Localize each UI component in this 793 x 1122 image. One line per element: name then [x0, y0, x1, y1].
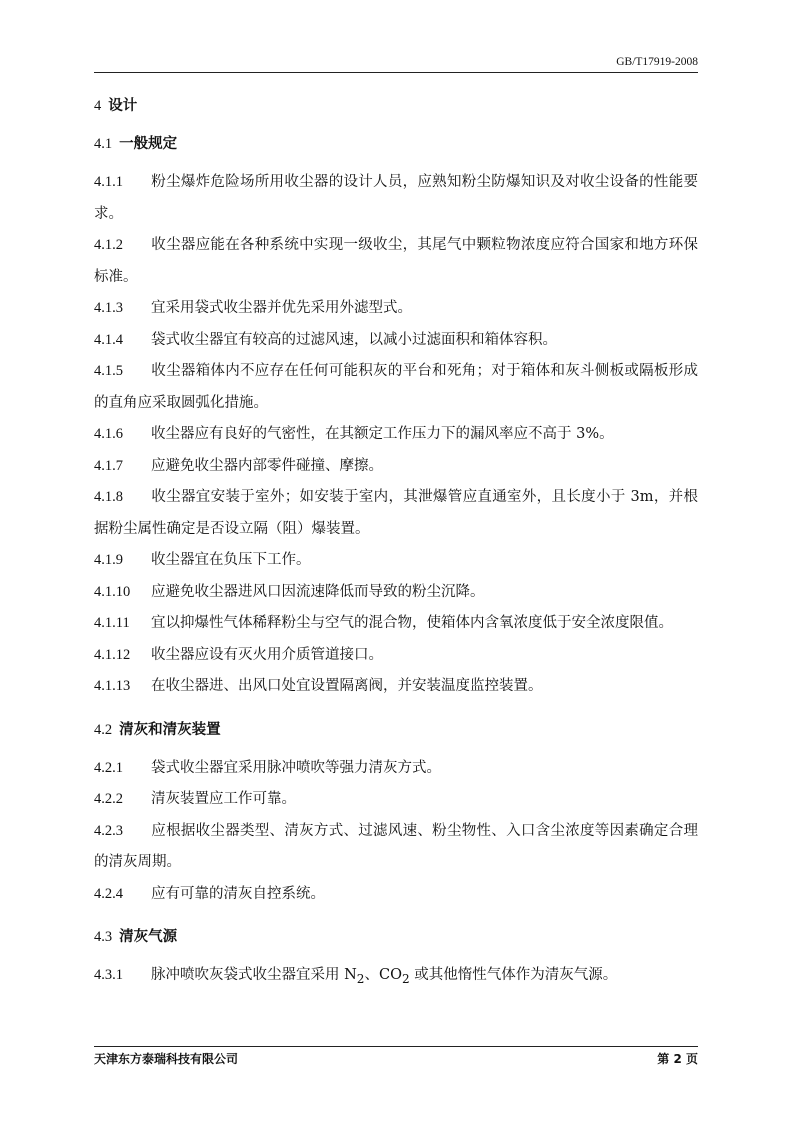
clause-4-3-1: 4.3.1 脉冲喷吹灰袋式收尘器宜采用 $N_2$、$CO_2$ 或其他惰性气体作为清灰气源。: [94, 967, 618, 986]
section-heading-4-1: 4.1 一般规定: [94, 136, 178, 152]
footer-company: 天津东方泰瑞科技有限公司: [94, 1052, 239, 1066]
clause-4-1-6: 4.1.6 收尘器应有良好的气密性，在其额定工作压力下的漏风率应不高于 3%。: [94, 426, 614, 442]
clause-4-1-7: 4.1.7 应避免收尘器内部零件碰撞、摩擦。: [94, 457, 383, 474]
clause-4-2-3: 4.2.3 应根据收尘器类型、清灰方式、过滤风速、粉尘物性、入口含尘浓度等因素确定合理的清灰周期。: [94, 822, 698, 870]
clause-4-1-10: 4.1.10 应避免收尘器进风口因流速降低而导致的粉尘沉降。: [94, 583, 485, 600]
section-heading-4: 4 设计: [94, 98, 138, 114]
subscript-2: 2: [356, 971, 365, 986]
header-rule: [94, 72, 698, 73]
footer-page-number: 第 2 页: [657, 1052, 698, 1066]
subscript-2: 2: [401, 971, 410, 986]
clause-4-1-5: 4.1.5 收尘器箱体内不应存在任何可能积灰的平台和死角；对于箱体和灰斗侧板或隔板形成的直角应采取圆弧化措施。: [94, 363, 698, 411]
clause-4-1-3: 4.1.3 宜采用袋式收尘器并优先采用外滤型式。: [94, 300, 412, 316]
clause-4-1-9: 4.1.9 收尘器宜在负压下工作。: [94, 552, 311, 568]
footer-rule: [94, 1046, 698, 1047]
clause-4-1-11: 4.1.11 宜以抑爆性气体稀释粉尘与空气的混合物，使箱体内含氧浓度低于安全浓度限值。: [94, 615, 673, 631]
clause-4-1-1: 4.1.1 粉尘爆炸危险场所用收尘器的设计人员，应熟知粉尘防爆知识及对收尘设备的性能要求。: [94, 174, 698, 222]
clause-4-2-1: 4.2.1 袋式收尘器宜采用脉冲喷吹等强力清灰方式。: [94, 759, 441, 776]
section-heading-4-2: 4.2 清灰和清灰装置: [94, 721, 221, 738]
clause-4-1-13: 4.1.13 在收尘器进、出风口处宜设置隔离阀，并安装温度监控装置。: [94, 678, 543, 694]
clause-4-1-2: 4.1.2 收尘器应能在各种系统中实现一级收尘，其尾气中颗粒物浓度应符合国家和地方环保标准。: [94, 237, 698, 285]
clause-4-1-8: 4.1.8 收尘器宜安装于室外；如安装于室内，其泄爆管应直通室外，且长度小于 3m，并根据粉尘属性确定是否设立隔（阻）爆装置。: [94, 489, 698, 537]
clause-4-2-4: 4.2.4 应有可靠的清灰自控系统。: [94, 885, 325, 902]
clause-4-2-2: 4.2.2 清灰装置应工作可靠。: [94, 791, 296, 807]
section-heading-4-3: 4.3 清灰气源: [94, 929, 178, 945]
clause-4-1-12: 4.1.12 收尘器应设有灭火用介质管道接口。: [94, 646, 383, 663]
document-body: [94, 84, 698, 995]
page-header-code: GB/T17919-2008: [616, 56, 698, 68]
clause-4-1-4: 4.1.4 袋式收尘器宜有较高的过滤风速，以减小过滤面积和箱体容积。: [94, 331, 557, 348]
